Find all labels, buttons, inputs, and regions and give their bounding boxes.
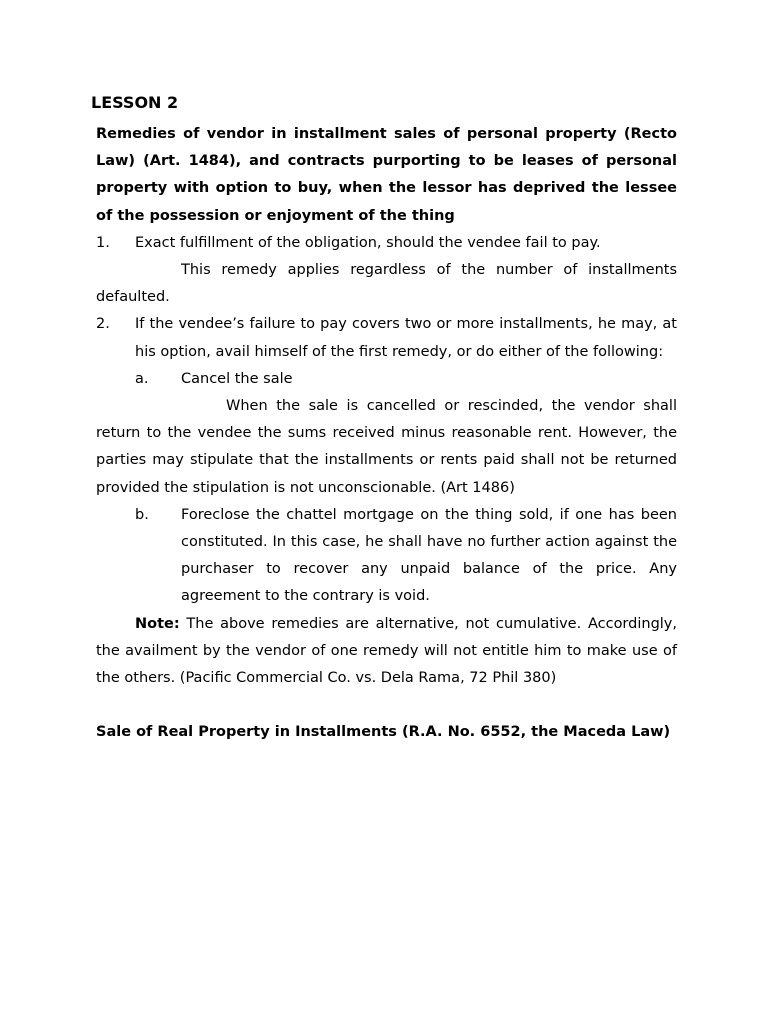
sub-letter-a: a. <box>135 370 149 387</box>
lesson-title: LESSON 2 <box>91 93 179 112</box>
sub-item-a-detail: When the sale is cancelled or rescinded, the vendor shall return to the vendee the sums received minus reasonable rent. However, the parties may stipulate that the installments or rents paid shall not be returned provided the stipulation is not unconscionable. (Art 1486) <box>96 398 677 496</box>
note-text: The above remedies are alternative, not cumulative. Accordingly, the availment by the vendor of one remedy will not entitle him to make use of the others. (Pacific Commercial Co. vs. Dela Rama, 72 Phil 380) <box>96 615 677 687</box>
list-item-1 <box>96 230 677 257</box>
sub-item-b-text: Foreclose the chattel mortgage on the thing sold, if one has been constituted. In this case, he shall have no further action against the purchaser to recover any unpaid balance of the price. Any agreement to the contrary is void. <box>181 506 677 605</box>
note-label: Note: <box>135 615 180 632</box>
list-item-2-text: If the vendee’s failure to pay covers two or more installments, he may, at his option, avail himself of the first remedy, or do either of the following: <box>135 316 677 360</box>
sub-item-a-text: Cancel the sale <box>181 370 293 387</box>
list-number-2: 2. <box>96 316 110 333</box>
sub-item-a <box>96 366 677 393</box>
sub-letter-b: b. <box>135 506 149 523</box>
section-spacer <box>96 692 677 719</box>
sub-item-b <box>96 502 677 611</box>
list-item-1-detail: This remedy applies regardless of the number of installments defaulted. <box>96 262 677 306</box>
list-number-1: 1. <box>96 234 110 251</box>
section-heading-maceda-law: Sale of Real Property in Installments (R.A. No. 6552, the Maceda Law) <box>96 724 671 741</box>
document-body <box>96 121 677 746</box>
note-paragraph <box>96 611 677 693</box>
list-item-1-text: Exact fulfillment of the obligation, should the vendee fail to pay. <box>135 234 601 251</box>
list-item-2 <box>96 311 677 365</box>
section-heading-recto-law: Remedies of vendor in installment sales of personal property (Recto Law) (Art. 1484), and contracts purporting to be leases of personal property with option to buy, when the lessor has deprived the lessee of the possession or enjoyment of the thing <box>96 126 677 224</box>
